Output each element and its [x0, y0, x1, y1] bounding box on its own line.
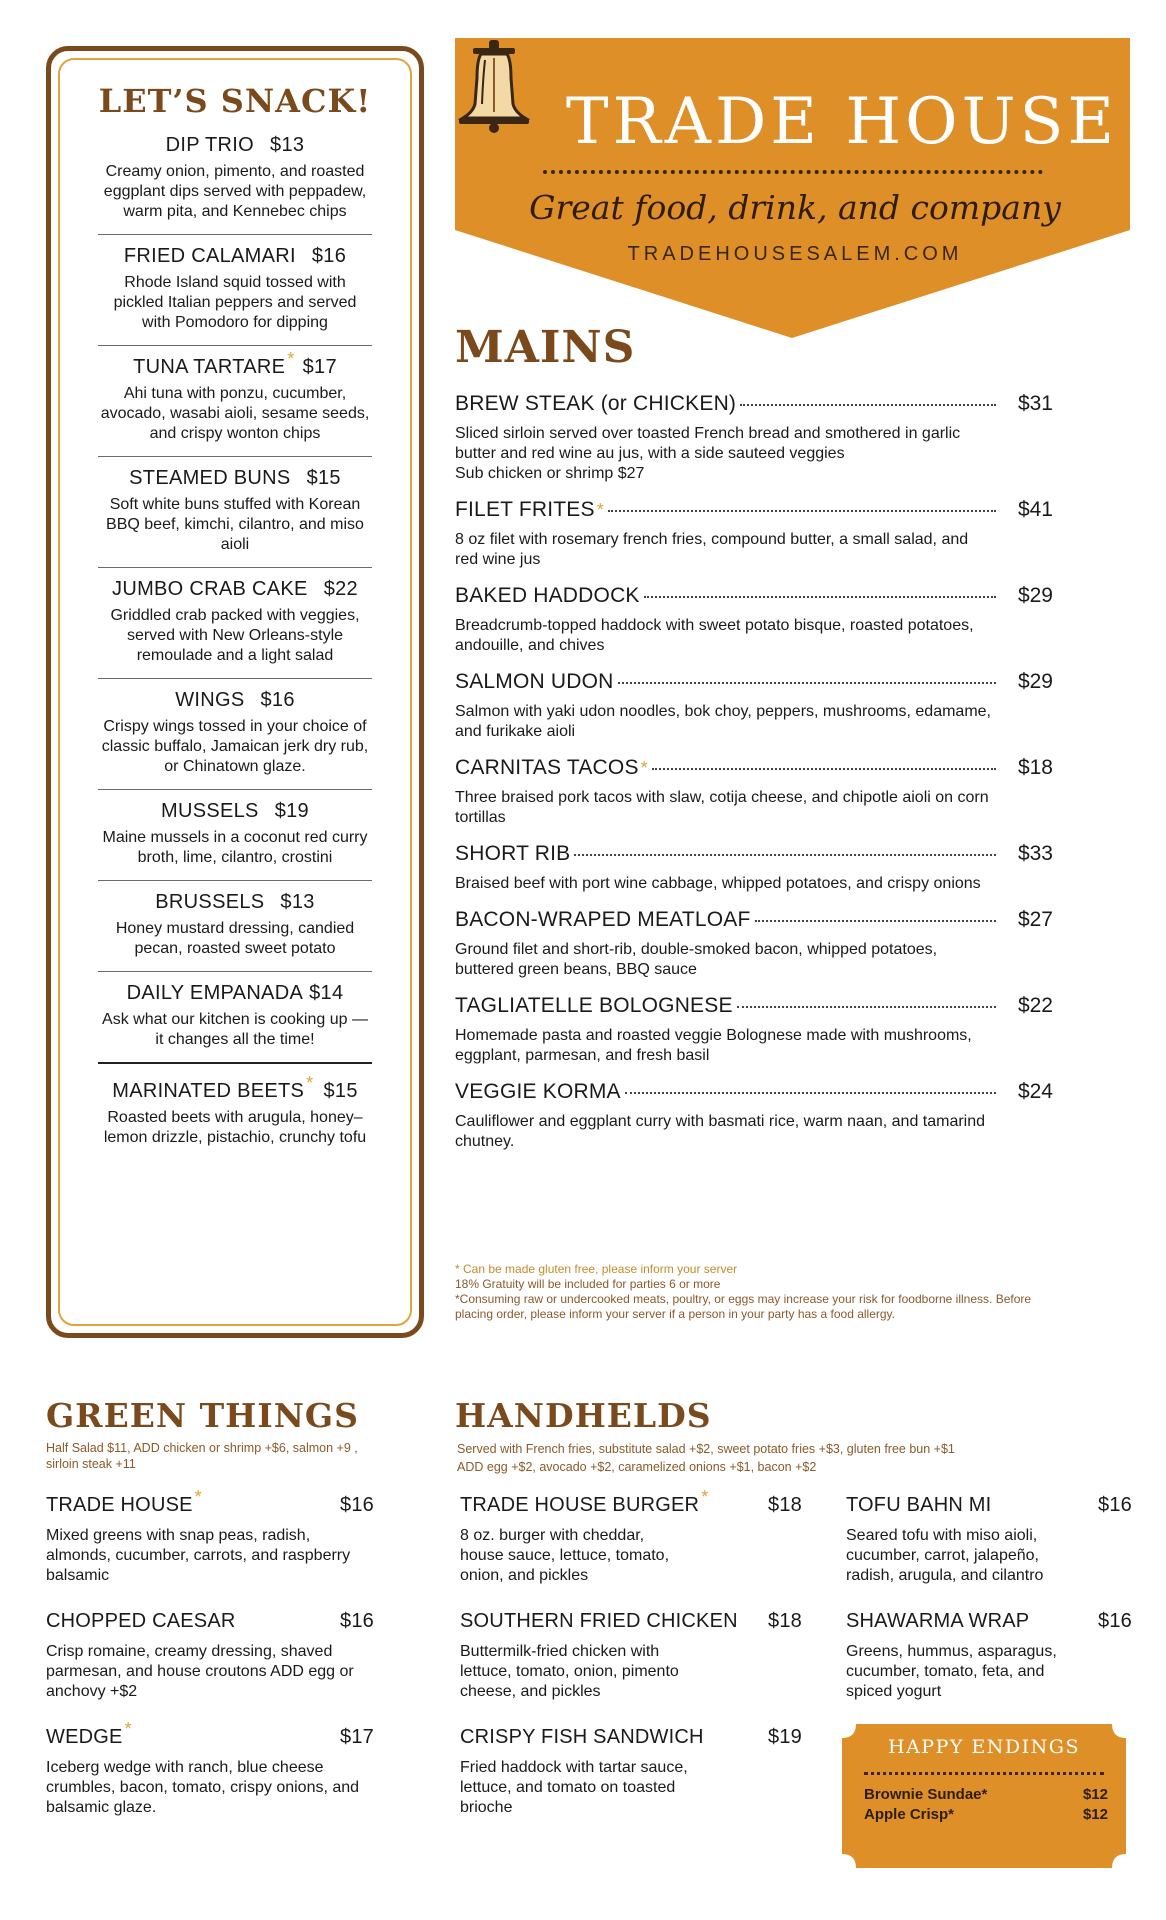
main-price: $22 — [1017, 994, 1053, 1017]
main-item — [455, 908, 1053, 980]
salad-name: TRADE HOUSE — [46, 1494, 193, 1516]
handheld-name: TRADE HOUSE BURGER — [460, 1494, 700, 1516]
main-price: $41 — [1017, 498, 1053, 521]
gluten-free-star-icon: * — [124, 1719, 132, 1740]
main-name: SHORT RIB — [455, 842, 571, 865]
ticket-divider — [864, 1772, 1104, 1775]
snack-item — [98, 982, 372, 1064]
handheld-name: SOUTHERN FRIED CHICKEN — [460, 1610, 738, 1632]
snack-name: MUSSELS — [161, 800, 259, 822]
snack-name: FRIED CALAMARI — [123, 245, 296, 267]
dessert-name: Apple Crisp* — [864, 1806, 955, 1823]
gluten-free-star-icon: * — [701, 1487, 709, 1508]
main-name: BACON-WRAPED MEATLOAF — [455, 908, 751, 931]
green-things-title: GREEN THINGS — [46, 1396, 359, 1435]
handheld-desc: Buttermilk-fried chicken with lettuce, tomato, onion, pimento cheese, and pickles — [460, 1643, 679, 1700]
bell-logo-icon — [455, 38, 533, 134]
main-price: $29 — [1017, 670, 1053, 693]
main-price: $33 — [1017, 842, 1053, 865]
snack-price: $17 — [302, 356, 337, 378]
handheld-desc: Seared tofu with miso aioli, cucumber, carrot, jalapeño, radish, arugula, and cilantro — [846, 1527, 1044, 1584]
snack-desc: Creamy onion, pimento, and roasted eggplant dips served with peppadew, warm pita, and Kennebec chips — [103, 163, 367, 220]
gluten-free-star-icon: * — [194, 1487, 202, 1508]
snack-item — [98, 349, 372, 457]
handhelds-subtitle-line: Served with French fries, substitute salad +$2, sweet potato fries +$3, gluten free bun +$1 — [457, 1442, 955, 1456]
salad-price: $17 — [340, 1726, 374, 1748]
handheld-name: SHAWARMA WRAP — [846, 1610, 1030, 1632]
main-price: $24 — [1017, 1080, 1053, 1103]
gluten-free-star-icon: * — [287, 349, 295, 370]
handheld-item — [460, 1610, 802, 1702]
handhelds-subtitle — [457, 1440, 1057, 1476]
main-item — [455, 1080, 1053, 1152]
main-desc: Ground filet and short-rib, double-smoked bacon, whipped potatoes, buttered green beans, BBQ sauce — [455, 941, 938, 978]
main-desc: Braised beef with port wine cabbage, whipped potatoes, and crispy onions — [455, 875, 981, 892]
handheld-desc: Fried haddock with tartar sauce, lettuce, and tomato on toasted brioche — [460, 1759, 688, 1816]
main-price: $31 — [1017, 392, 1053, 415]
handheld-price: $18 — [768, 1494, 802, 1516]
salad-name: CHOPPED CAESAR — [46, 1610, 236, 1632]
snack-item — [98, 245, 372, 346]
dessert-price: $12 — [1082, 1806, 1108, 1823]
handheld-item — [460, 1487, 802, 1586]
main-price: $29 — [1017, 584, 1053, 607]
handhelds-column-1 — [460, 1487, 802, 1842]
main-desc: Sliced sirloin served over toasted French bread and smothered in garlic butter and red wine au jus, with a side sauteed veggies — [455, 425, 961, 462]
snack-name: WINGS — [175, 689, 245, 711]
main-name: VEGGIE KORMA — [455, 1080, 621, 1103]
main-desc: Cauliflower and eggplant curry with basmati rice, warm naan, and tamarind chutney. — [455, 1113, 986, 1150]
banner-divider — [543, 170, 1043, 178]
dessert-name: Brownie Sundae* — [864, 1786, 988, 1803]
snack-item — [98, 467, 372, 568]
snack-item — [98, 578, 372, 679]
website-link[interactable]: TRADEHOUSESALEM.COM — [627, 243, 963, 265]
snack-title: LET’S SNACK! — [98, 82, 372, 120]
dessert-price: $12 — [1082, 1786, 1108, 1803]
salad-desc: Crisp romaine, creamy dressing, shaved parmesan, and house croutons ADD egg or anchovy +$2 — [46, 1643, 354, 1700]
snack-name: TUNA TARTARE — [133, 356, 286, 378]
main-name: SALMON UDON — [455, 670, 614, 693]
handheld-item — [846, 1610, 1132, 1702]
dessert-item — [864, 1806, 1108, 1823]
main-name: TAGLIATELLE BOLOGNESE — [455, 994, 733, 1017]
snack-price: $19 — [274, 800, 309, 822]
snack-name: STEAMED BUNS — [129, 467, 291, 489]
snack-item — [98, 689, 372, 790]
handheld-desc: Greens, hummus, asparagus, cucumber, tomato, feta, and spiced yogurt — [846, 1643, 1057, 1700]
snack-desc: Ask what our kitchen is cooking up — it changes all the time! — [102, 1011, 368, 1048]
main-item: FILET FRITES * $41 8 oz filet with rosemary french fries, compound butter, a small salad, and red wine jus — [455, 498, 1053, 568]
snack-item — [98, 1073, 372, 1160]
handheld-desc: 8 oz. burger with cheddar, house sauce, lettuce, tomato, onion, and pickles — [460, 1527, 670, 1584]
main-name: FILET FRITES — [455, 498, 595, 521]
main-item — [455, 842, 1053, 894]
handheld-price: $16 — [1098, 1494, 1132, 1516]
snack-name: BRUSSELS — [155, 891, 265, 913]
handheld-name: TOFU BAHN MI — [846, 1494, 992, 1516]
mains-list — [455, 392, 1053, 1166]
salad-desc: Mixed greens with snap peas, radish, almonds, cucumber, carrots, and raspberry balsamic — [46, 1527, 351, 1584]
salad-desc: Iceberg wedge with ranch, blue cheese crumbles, bacon, tomato, crispy onions, and balsamic glaze. — [46, 1759, 360, 1816]
happy-endings-title: HAPPY ENDINGS — [888, 1736, 1080, 1758]
snack-desc: Soft white buns stuffed with Korean BBQ beef, kimchi, cilantro, and miso aioli — [106, 496, 364, 553]
snack-price: $13 — [280, 891, 315, 913]
main-item — [455, 670, 1053, 742]
main-name: BAKED HADDOCK — [455, 584, 640, 607]
handhelds-title: HANDHELDS — [455, 1396, 712, 1435]
main-desc: 8 oz filet with rosemary french fries, compound butter, a small salad, and red wine jus — [455, 531, 969, 568]
salad-price: $16 — [340, 1610, 374, 1632]
snack-price: $22 — [323, 578, 358, 600]
snack-item — [98, 891, 372, 972]
snack-item — [98, 800, 372, 881]
salad-item — [46, 1487, 374, 1586]
handheld-price: $16 — [1098, 1610, 1132, 1632]
main-price: $18 — [1017, 756, 1053, 779]
main-item — [455, 994, 1053, 1066]
snack-price: $15 — [323, 1080, 358, 1102]
snack-name: JUMBO CRAB CAKE — [112, 578, 308, 600]
snack-desc: Maine mussels in a coconut red curry broth, lime, cilantro, crostini — [102, 829, 368, 866]
snack-desc: Ahi tuna with ponzu, cucumber, avocado, wasabi aioli, sesame seeds, and crispy wonton chips — [100, 385, 370, 442]
main-item — [455, 584, 1053, 656]
snack-price: $16 — [311, 245, 347, 267]
consumption-warning: *Consuming raw or undercooked meats, poultry, or eggs may increase your risk for foodborne illness. Before placing order, please inform your server if a person in your party has a food allergy. — [455, 1292, 1032, 1321]
main-price: $27 — [1017, 908, 1053, 931]
main-desc: Salmon with yaki udon noodles, bok choy, peppers, mushrooms, edamame, and furikake aioli — [455, 703, 991, 740]
handheld-item — [460, 1726, 802, 1818]
happy-endings-ticket — [842, 1724, 1126, 1868]
gluten-free-star-icon: * — [306, 1073, 314, 1094]
snack-name: DIP TRIO — [165, 134, 255, 156]
brand-banner — [455, 38, 1130, 338]
snack-desc: Honey mustard dressing, candied pecan, roasted sweet potato — [115, 920, 355, 957]
handheld-price: $18 — [768, 1610, 802, 1632]
salad-name: WEDGE — [46, 1726, 123, 1748]
green-things-subtitle: Half Salad $11, ADD chicken or shrimp +$6, salmon +9 , sirloin steak +11 — [46, 1441, 358, 1471]
main-desc: Three braised pork tacos with slaw, cotija cheese, and chipotle aioli on corn tortillas — [455, 789, 989, 826]
dessert-item — [864, 1786, 1108, 1803]
main-item — [455, 392, 1053, 484]
handhelds-subtitle-line: ADD egg +$2, avocado +$2, caramelized onions +$1, bacon +$2 — [457, 1460, 817, 1474]
main-item: CARNITAS TACOS * $18 Three braised pork tacos with slaw, cotija cheese, and chipotle aioli on corn tortillas — [455, 756, 1053, 826]
snack-price: $16 — [260, 689, 295, 711]
mains-title: MAINS — [455, 322, 636, 373]
green-things-list — [46, 1487, 374, 1842]
handheld-price: $19 — [768, 1726, 802, 1748]
gratuity-note: 18% Gratuity will be included for parties 6 or more — [455, 1277, 721, 1291]
main-desc: Breadcrumb-topped haddock with sweet potato bisque, roasted potatoes, andouille, and chives — [455, 617, 974, 654]
handheld-name: CRISPY FISH SANDWICH — [460, 1726, 704, 1748]
snack-item — [98, 134, 372, 235]
main-desc-extra: Sub chicken or shrimp $27 — [455, 465, 645, 482]
menu-notes — [455, 1262, 1065, 1322]
snack-price: $15 — [306, 467, 341, 489]
main-name: BREW STEAK (or CHICKEN) — [455, 392, 737, 415]
brand-tagline: Great food, drink, and company — [529, 188, 1061, 227]
snack-panel — [46, 46, 424, 1338]
salad-item — [46, 1610, 374, 1702]
snack-name: DAILY EMPANADA — [126, 982, 304, 1004]
gluten-free-note: * Can be made gluten free, please inform your server — [455, 1262, 738, 1276]
snack-panel-inner — [58, 58, 412, 1326]
snack-desc: Rhode Island squid tossed with pickled Italian peppers and served with Pomodoro for dipping — [113, 274, 357, 331]
snack-desc: Roasted beets with arugula, honey–lemon drizzle, pistachio, crunchy tofu — [103, 1109, 367, 1146]
handhelds-column-2 — [846, 1494, 1132, 1726]
main-desc: Homemade pasta and roasted veggie Bolognese made with mushrooms, eggplant, parmesan, and fresh basil — [455, 1027, 972, 1064]
snack-price: $13 — [270, 134, 305, 156]
handheld-item — [846, 1494, 1132, 1586]
brand-name: TRADE HOUSE — [565, 85, 1119, 159]
snack-name: MARINATED BEETS — [112, 1080, 305, 1102]
salad-item — [46, 1719, 374, 1818]
snack-price: $14 — [309, 982, 344, 1004]
snack-desc: Crispy wings tossed in your choice of classic buffalo, Jamaican jerk dry rub, or Chinatown glaze. — [101, 718, 369, 775]
salad-price: $16 — [340, 1494, 374, 1516]
main-name: CARNITAS TACOS — [455, 756, 639, 779]
snack-desc: Griddled crab packed with veggies, served with New Orleans-style remoulade and a light salad — [110, 607, 360, 664]
